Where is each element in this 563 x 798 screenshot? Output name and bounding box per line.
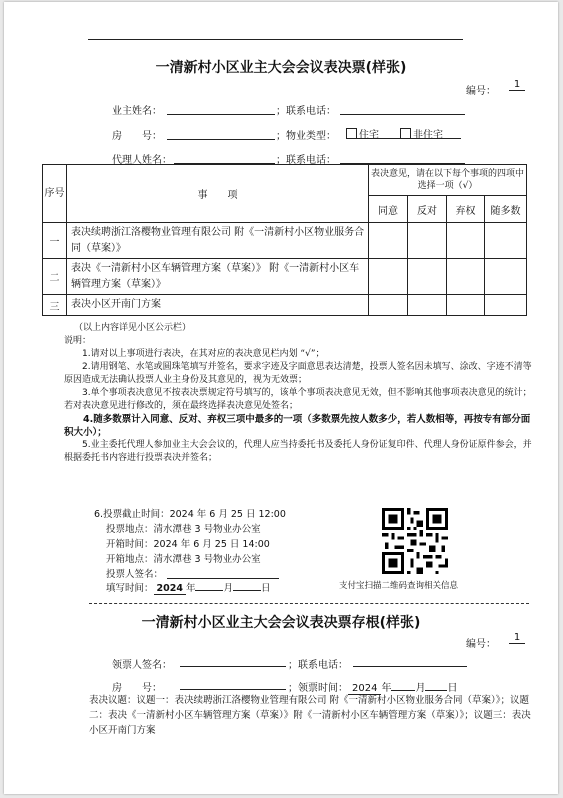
- receive-month-field[interactable]: [391, 680, 415, 691]
- receive-year[interactable]: 2024: [348, 683, 381, 695]
- vote-cell-abstain[interactable]: [447, 295, 485, 316]
- table-row: [43, 295, 527, 316]
- top-rule: [88, 39, 463, 40]
- residential-option[interactable]: 住宅: [346, 126, 379, 141]
- ballot-title: 一清新村小区业主大会会议表决票(样张): [155, 60, 407, 76]
- signer-label: 投票人签名：: [106, 569, 164, 580]
- signer-field[interactable]: [167, 566, 279, 579]
- stub-phone-label: ；联系电话：: [288, 660, 348, 671]
- note-5: 5.业主委托代理人参加业主大会会议的，代理人应当持委托书及委托人身份证复印件、代理人身份证原件参会，并根据委托书内容进行投票表决并签名；: [64, 440, 532, 463]
- serial-value: 1: [509, 79, 525, 91]
- receive-day-field[interactable]: [425, 680, 447, 691]
- stub-issues: 表决议题：议题一：表决续聘浙江洛樱物业管理有限公司 附《一清新村小区物业服务合同（草案）》；议题二：表决《一清新村小区车辆管理方案（草案）》附《一清新村小区车辆管理方案（草案）》；议题三：表决小区开南门方案: [89, 695, 531, 736]
- vote-cell-oppose[interactable]: [408, 295, 447, 316]
- vote-cell-oppose[interactable]: [408, 259, 447, 295]
- note-4: 4.随多数票计入同意、反对、弃权三项中最多的一项（多数票先按人数多少，若人数相等，再按专有部分面积大小）；: [64, 414, 531, 438]
- qr-caption: 支付宝扫描二维码查询相关信息: [339, 581, 459, 591]
- phone-field[interactable]: [340, 102, 465, 115]
- vote-table: [42, 164, 527, 316]
- fill-time-row: 填写时间： 2024 年 月 日: [106, 580, 271, 595]
- stub-serial-label: 编号：: [466, 639, 496, 650]
- vote-cell-agree[interactable]: [369, 259, 408, 295]
- vote-cell-majority[interactable]: [485, 223, 527, 259]
- note-3: 3.单个事项表决意见不按表决票规定符号填写的，该单个事项表决意见无效，但不影响其他事项表决意见的统计；若对表决意见进行修改的，须在最终选择表决意见处签名；: [64, 388, 532, 411]
- qr-code-icon: [382, 508, 448, 574]
- vote-cell-abstain[interactable]: [447, 223, 485, 259]
- ballot-page: [4, 2, 558, 794]
- serial-label: 编号：: [466, 86, 496, 97]
- cut-line: [89, 603, 529, 604]
- row-seq: 三: [43, 295, 67, 316]
- receive-time-row: ；领票时间： 2024 年 月 日: [288, 679, 457, 695]
- vote-cell-majority[interactable]: [485, 295, 527, 316]
- seq-header: 序号: [43, 165, 67, 223]
- stub-phone-field[interactable]: [353, 654, 467, 667]
- row-item-text: 表决《一清新村小区车辆管理方案（草案）》 附《一清新村小区车辆管理方案（草案）》: [67, 259, 369, 295]
- option-abstain-header: 弃权: [447, 196, 485, 223]
- fill-day-field[interactable]: [233, 580, 261, 591]
- receiver-label: 领票人签名：: [112, 660, 172, 671]
- fill-year[interactable]: 2024: [154, 583, 186, 595]
- vote-location-text: 投票地点：清水潭巷 3 号物业办公室: [106, 524, 261, 535]
- proxy-phone-label: ；联系电话：: [276, 155, 336, 166]
- row-seq: 二: [43, 259, 67, 295]
- row-seq: 一: [43, 223, 67, 259]
- row-item-text: 表决小区开南门方案: [67, 295, 369, 316]
- option-agree-header: 同意: [369, 196, 408, 223]
- vote-cell-agree[interactable]: [369, 223, 408, 259]
- table-row: [43, 223, 527, 259]
- vote-cell-agree[interactable]: [369, 295, 408, 316]
- notes-block: [64, 322, 534, 465]
- opinion-header: 表决意见，请在以下每个事项的四项中选择一项（√）: [369, 165, 527, 196]
- note-2: 2.请用钢笔、水笔或圆珠笔填写并签名，要求字迹及字面意思表达清楚，投票人签名因未填写、涂改、字迹不清等原因造成无法确认投票人业主身份及其意见的，视为无效票；: [64, 362, 532, 385]
- option-oppose-header: 反对: [408, 196, 447, 223]
- notes-heading: 说明：: [64, 336, 92, 346]
- option-majority-header: 随多数: [485, 196, 527, 223]
- table-row: [43, 259, 527, 295]
- phone-label: ；联系电话：: [276, 106, 336, 117]
- count-time-text: 开箱时间：2024 年 6 月 25 日 14:00: [106, 539, 270, 550]
- notes-ref: （以上内容详见小区公示栏）: [74, 323, 192, 333]
- row-item-text: 表决续聘浙江洛樱物业管理有限公司 附《一清新村小区物业服务合同（草案）》: [67, 223, 369, 259]
- receiver-field[interactable]: [180, 654, 286, 667]
- note-1: 1.请对以上事项进行表决，在其对应的表决意见栏内划 “√”；: [82, 349, 325, 359]
- property-type-label: ；物业类型：: [276, 131, 336, 142]
- deadline-text: 6.投票截止时间：2024 年 6 月 25 日 12:00: [94, 509, 286, 520]
- item-header: 事 项: [67, 165, 369, 223]
- room-label: 房 号：: [112, 131, 162, 142]
- fill-month-field[interactable]: [195, 580, 223, 591]
- room-field[interactable]: [167, 127, 275, 140]
- stub-room-field[interactable]: [180, 677, 286, 690]
- owner-name-label: 业主姓名：: [112, 106, 162, 117]
- count-location-text: 开箱地点：清水潭巷 3 号物业办公室: [106, 554, 261, 565]
- stub-serial-value: 1: [509, 632, 525, 644]
- proxy-name-label: 代理人姓名：: [112, 155, 172, 166]
- vote-cell-majority[interactable]: [485, 259, 527, 295]
- nonresidential-option[interactable]: 非住宅: [400, 126, 443, 141]
- proxy-phone-field[interactable]: [340, 151, 465, 164]
- stub-room-label: 房 号：: [112, 683, 162, 694]
- owner-name-field[interactable]: [167, 102, 275, 115]
- property-type-underline: [346, 126, 461, 139]
- vote-cell-oppose[interactable]: [408, 223, 447, 259]
- vote-cell-abstain[interactable]: [447, 259, 485, 295]
- proxy-name-field[interactable]: [174, 151, 275, 164]
- stub-title: 一清新村小区业主大会会议表决票存根(样张): [141, 615, 421, 631]
